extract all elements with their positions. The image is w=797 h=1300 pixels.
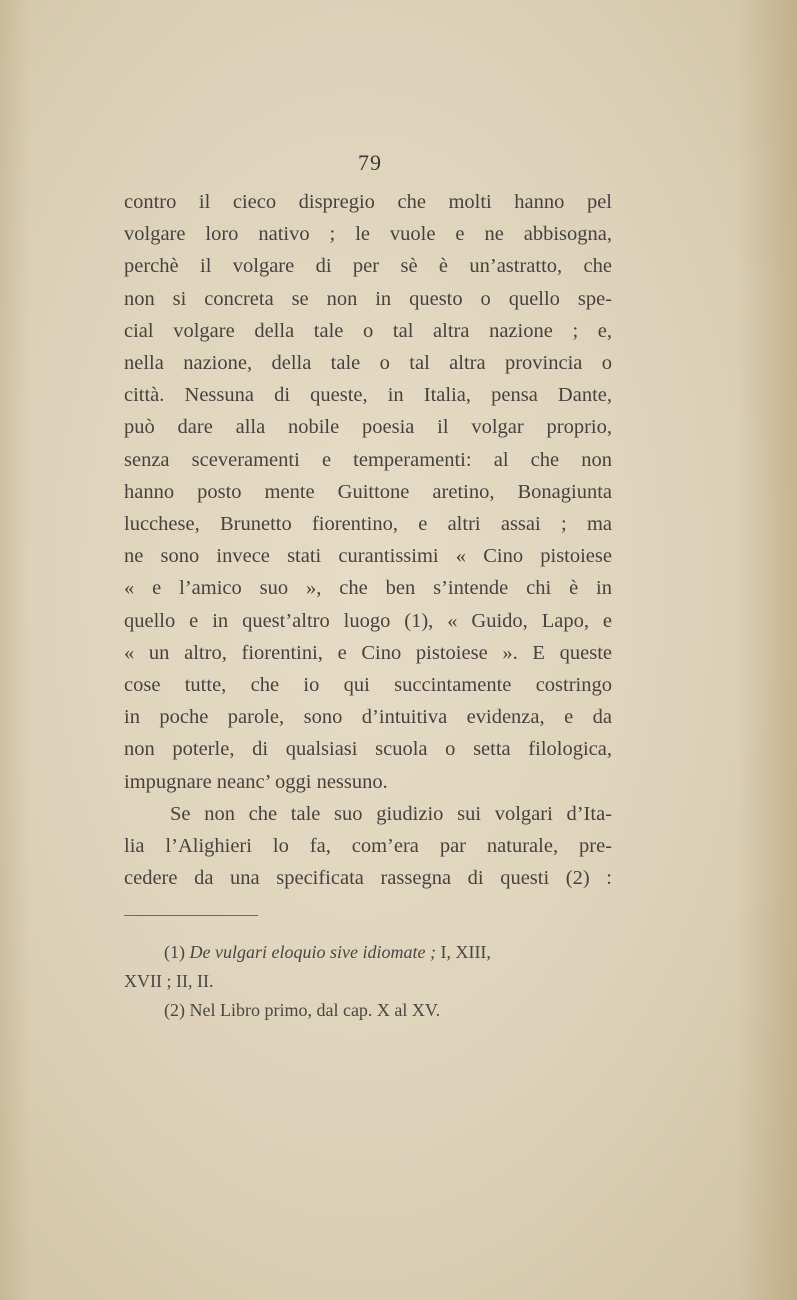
text-line: non poterle, di qualsiasi scuola o setta filologica, bbox=[124, 738, 612, 761]
text-line: in poche parole, sono d’intuitiva evidenza, e da bbox=[124, 706, 612, 729]
text-line: lucchese, Brunetto fiorentino, e altri assai ; ma bbox=[124, 513, 612, 536]
text-line: cose tutte, che io qui succintamente costringo bbox=[124, 674, 612, 697]
text-line: non si concreta se non in questo o quello spe- bbox=[124, 287, 612, 310]
text-line: cial volgare della tale o tal altra nazione ; e, bbox=[124, 319, 612, 342]
text-line: senza sceveramenti e temperamenti: al che non bbox=[124, 448, 612, 471]
page-edge-shadow-left bbox=[0, 0, 30, 1300]
text-line: perchè il volgare di per sè è un’astratto, che bbox=[124, 255, 612, 278]
text-line: ne sono invece stati curantissimi « Cino pistoiese bbox=[124, 545, 612, 568]
text-line-paragraph-start: Se non che tale suo giudizio sui volgari d’Ita- bbox=[170, 802, 612, 825]
text-line: « e l’amico suo », che ben s’intende chi è in bbox=[124, 577, 612, 600]
footnote-1 bbox=[124, 938, 612, 967]
footnote-1-continuation: XVII ; II, II. bbox=[124, 971, 214, 991]
body-text bbox=[124, 186, 612, 894]
text-line: hanno posto mente Guittone aretino, Bonagiunta bbox=[124, 480, 612, 503]
text-line: nella nazione, della tale o tal altra provincia o bbox=[124, 352, 612, 375]
text-line: può dare alla nobile poesia il volgar proprio, bbox=[124, 416, 612, 439]
text-line: città. Nessuna di queste, in Italia, pensa Dante, bbox=[124, 384, 612, 407]
text-line: lia l’Alighieri lo fa, com’era par naturale, pre- bbox=[124, 835, 612, 858]
footnotes bbox=[124, 938, 612, 1025]
text-line-paragraph-end: impugnare neanc’ oggi nessuno. bbox=[124, 770, 388, 793]
footnote-1-marker: (1) bbox=[164, 942, 185, 962]
text-line: cedere da una specificata rassegna di questi (2) : bbox=[124, 867, 612, 890]
text-line: contro il cieco dispregio che molti hanno pel bbox=[124, 191, 612, 213]
footnote-2: (2) Nel Libro primo, dal cap. X al XV. bbox=[164, 1000, 441, 1020]
page-edge-shadow-right bbox=[737, 0, 797, 1300]
text-line: quello e in quest’altro luogo (1), « Guido, Lapo, e bbox=[124, 609, 612, 632]
page-number: 79 bbox=[358, 150, 382, 175]
text-line: volgare loro nativo ; le vuole e ne abbisogna, bbox=[124, 223, 612, 246]
footnote-separator bbox=[124, 915, 258, 916]
text-line: « un altro, fiorentini, e Cino pistoiese ». E queste bbox=[124, 641, 612, 664]
footnote-1-refs: I, XIII, bbox=[440, 942, 491, 962]
footnote-1-title: De vulgari eloquio sive idiomate ; bbox=[189, 942, 436, 962]
